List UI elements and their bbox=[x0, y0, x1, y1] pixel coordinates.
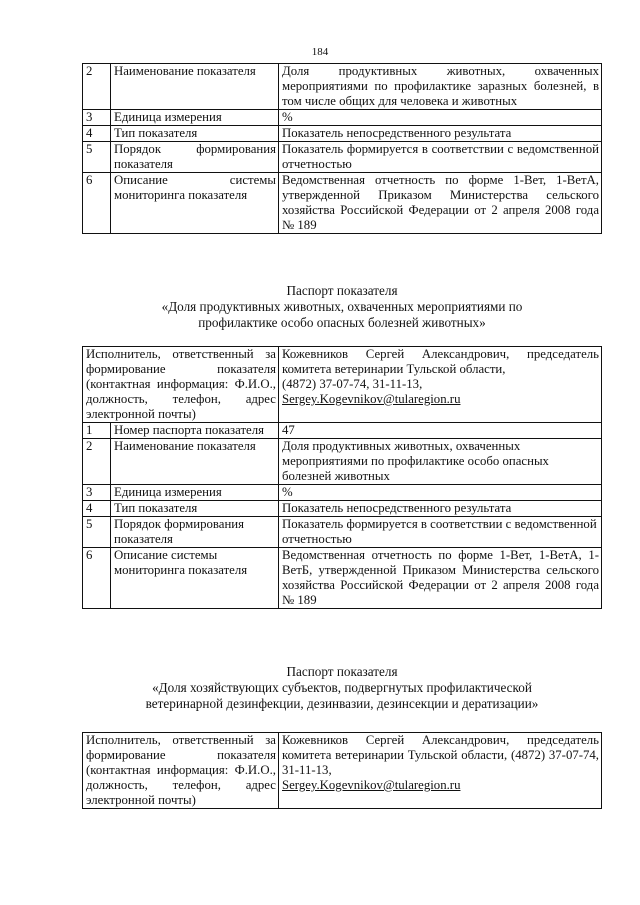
row-label: Тип показателя bbox=[111, 501, 279, 517]
row-number: 2 bbox=[83, 64, 111, 110]
heading-line: ветеринарной дезинфекции, дезинвазии, дезинсекции и дератизации» bbox=[145, 696, 539, 711]
row-number: 5 bbox=[83, 142, 111, 173]
row-label: Описание системы мониторинга показателя bbox=[111, 173, 279, 234]
row-value: % bbox=[279, 110, 602, 126]
row-value: Ведомственная отчетность по форме 1-Вет, 1-ВетА, утвержденной Приказом Министерства сельского хозяйства Российской Федерации от 2 апреля 2008 года № 189 bbox=[279, 173, 602, 234]
table-row bbox=[83, 142, 602, 173]
executor-row bbox=[83, 347, 602, 423]
row-label: Порядок формирования показателя bbox=[111, 517, 279, 548]
row-value: Ведомственная отчетность по форме 1-Вет, 1-ВетА, 1-ВетБ, утвержденной Приказом Министерства сельского хозяйства Российской Федерации от 2 апреля 2008 года № 189 bbox=[279, 548, 602, 609]
table-row bbox=[83, 423, 602, 439]
row-number: 3 bbox=[83, 485, 111, 501]
row-label: Наименование показателя bbox=[111, 439, 279, 485]
executor-info bbox=[279, 733, 602, 809]
row-value: Показатель формируется в соответствии с ведомственной отчетностью bbox=[279, 517, 602, 548]
table-row bbox=[83, 439, 602, 485]
row-value: 47 bbox=[279, 423, 602, 439]
row-number: 4 bbox=[83, 126, 111, 142]
executor-phone: (4872) 37-07-74, 31-11-13, bbox=[282, 377, 423, 391]
row-value: Доля продуктивных животных, охваченных мероприятиями по профилактике заразных болезней, в том числе общих для человека и животных bbox=[279, 64, 602, 110]
row-number: 2 bbox=[83, 439, 111, 485]
passport-table-continued bbox=[82, 63, 602, 234]
row-value: Показатель формируется в соответствии с ведомственной отчетностью bbox=[279, 142, 602, 173]
executor-info bbox=[279, 347, 602, 423]
row-label: Единица измерения bbox=[111, 485, 279, 501]
executor-label: Исполнитель, ответственный за формирование показателя (контактная информация: Ф.И.О., должность, телефон, адрес электронной почты) bbox=[83, 733, 279, 809]
executor-label: Исполнитель, ответственный за формирование показателя (контактная информация: Ф.И.О., должность, телефон, адрес электронной почты) bbox=[83, 347, 279, 423]
row-number: 6 bbox=[83, 173, 111, 234]
row-number: 5 bbox=[83, 517, 111, 548]
row-number: 3 bbox=[83, 110, 111, 126]
heading-line: профилактике особо опасных болезней животных» bbox=[198, 315, 486, 330]
row-number: 1 bbox=[83, 423, 111, 439]
heading-title: Паспорт показателя bbox=[286, 283, 398, 298]
executor-email-link[interactable]: Sergey.Kogevnikov@tularegion.ru bbox=[282, 778, 461, 792]
row-label: Наименование показателя bbox=[111, 64, 279, 110]
heading-line: «Доля хозяйствующих субъектов, подвергнутых профилактической bbox=[152, 680, 532, 695]
table-row bbox=[83, 64, 602, 110]
row-label: Номер паспорта показателя bbox=[111, 423, 279, 439]
heading-line: «Доля продуктивных животных, охваченных мероприятиями по bbox=[161, 299, 523, 314]
table-row bbox=[83, 501, 602, 517]
table-row bbox=[83, 485, 602, 501]
passport-heading bbox=[82, 283, 602, 331]
heading-title: Паспорт показателя bbox=[286, 664, 398, 679]
row-number: 4 bbox=[83, 501, 111, 517]
row-label: Тип показателя bbox=[111, 126, 279, 142]
row-value: Показатель непосредственного результата bbox=[279, 126, 602, 142]
passport-table bbox=[82, 732, 602, 809]
table-row bbox=[83, 173, 602, 234]
row-label: Порядок формирования показателя bbox=[111, 142, 279, 173]
row-value: Показатель непосредственного результата bbox=[279, 501, 602, 517]
row-value: Доля продуктивных животных, охваченных мероприятиями по профилактике особо опасных болезней животных bbox=[279, 439, 602, 485]
table-row bbox=[83, 110, 602, 126]
executor-value: Кожевников Сергей Александрович, председатель комитета ветеринарии Тульской области, bbox=[282, 347, 599, 376]
row-number: 6 bbox=[83, 548, 111, 609]
passport-heading bbox=[82, 664, 602, 712]
row-label: Описание системы мониторинга показателя bbox=[111, 548, 279, 609]
passport-table bbox=[82, 346, 602, 609]
table-row bbox=[83, 126, 602, 142]
executor-email-link[interactable]: Sergey.Kogevnikov@tularegion.ru bbox=[282, 392, 461, 406]
table-row bbox=[83, 517, 602, 548]
executor-row bbox=[83, 733, 602, 809]
row-label: Единица измерения bbox=[111, 110, 279, 126]
executor-value: Кожевников Сергей Александрович, председатель комитета ветеринарии Тульской области, (4872) 37-07-74, 31-11-13, bbox=[282, 733, 599, 777]
page-number: 184 bbox=[311, 46, 329, 58]
table-row bbox=[83, 548, 602, 609]
row-value: % bbox=[279, 485, 602, 501]
